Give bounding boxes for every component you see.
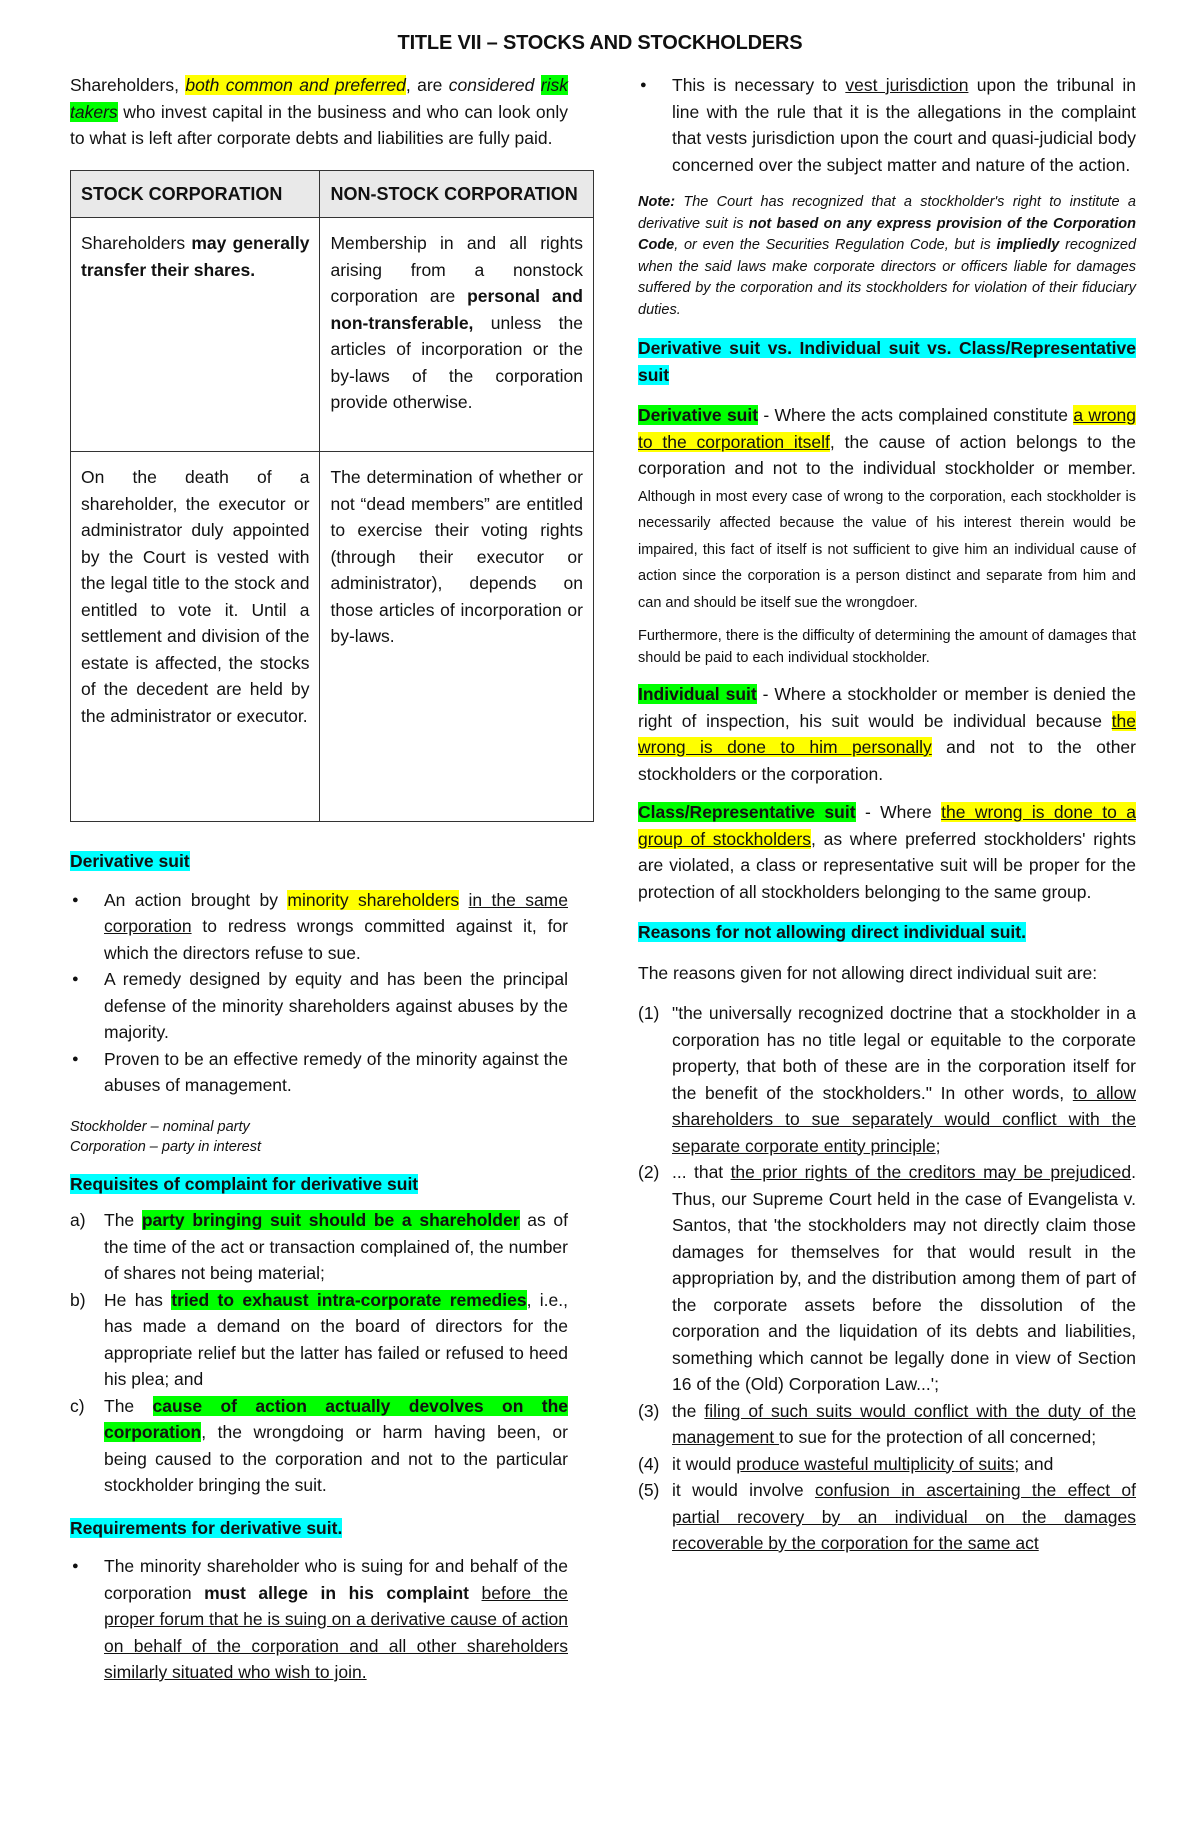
court-note bbox=[638, 192, 1136, 321]
underline-text: filing of such suits would conflict with the duty of the management bbox=[672, 1400, 1136, 1447]
cell-text: Shareholders bbox=[81, 233, 192, 253]
heading-text: Requirements for derivative suit. bbox=[70, 1517, 343, 1538]
note-bold: not based on any express provision of the Corporation Code bbox=[638, 215, 1136, 253]
reasons-list bbox=[638, 1000, 1136, 1557]
requisites-list bbox=[70, 1207, 568, 1499]
item-text: , i.e., has made a demand on the board of directors for the appropriate relief but the latter has failed or refused to heed his plea; and bbox=[104, 1289, 568, 1389]
highlight-minority-shareholders: minority shareholders bbox=[287, 889, 460, 910]
heading-text: Reasons for not allowing direct individual suit. bbox=[638, 922, 1026, 942]
list-item bbox=[638, 1159, 1136, 1398]
highlight-individual-suit: Individual suit bbox=[638, 684, 757, 704]
requirements-bullets bbox=[70, 1553, 568, 1686]
cell-text-bold: may generally transfer their shares. bbox=[81, 233, 310, 280]
highlight-class-suit: Class/Representative suit bbox=[638, 802, 856, 822]
requirements-heading bbox=[70, 1515, 568, 1542]
note-line: Corporation – party in interest bbox=[70, 1138, 262, 1155]
derivative-bullets bbox=[70, 887, 568, 1099]
underline-text: vest jurisdiction bbox=[845, 75, 969, 95]
note-label: Note: bbox=[638, 194, 676, 210]
intro-text: who invest capital in the business and who can look only to what is left after corporate debts and liabilities are fully paid. bbox=[70, 101, 568, 148]
item-text: ... that bbox=[672, 1162, 731, 1182]
item-text: The minority shareholder who is suing for and behalf of the corporation bbox=[104, 1556, 568, 1603]
list-item bbox=[70, 1207, 568, 1287]
item-text: ; bbox=[935, 1135, 941, 1156]
item-text: ; and bbox=[1014, 1453, 1054, 1474]
individual-suit-definition bbox=[638, 681, 1136, 787]
note-text: The Court has recognized that a stockholder's right to institute a derivative suit is bbox=[638, 194, 1136, 232]
highlight-exhaust-remedies: tried to exhaust intra-corporate remedies bbox=[171, 1289, 527, 1310]
item-text: it would bbox=[672, 1453, 737, 1474]
list-item bbox=[638, 1451, 1136, 1478]
list-marker: (4) bbox=[638, 1453, 660, 1474]
list-item bbox=[638, 1000, 1136, 1159]
heading-text: Derivative suit vs. Individual suit vs. Class/Representative suit bbox=[638, 338, 1136, 385]
derivative-suit-definition bbox=[638, 402, 1136, 614]
class-suit-definition bbox=[638, 799, 1136, 905]
suits-comparison-heading bbox=[638, 335, 1136, 388]
item-text: to redress wrongs committed against it, for which the directors refuse to sue. bbox=[104, 916, 568, 963]
comparison-table bbox=[70, 170, 594, 823]
list-item bbox=[70, 1553, 568, 1686]
item-text: This is necessary to bbox=[672, 75, 846, 95]
note-text: recognized when the said laws make corporate directors or officers liable for damages suffered by the corporation and its stockholders for violation of their fiduciary duties. bbox=[638, 237, 1137, 318]
item-text: The bbox=[104, 1210, 142, 1230]
small-text: Although in most every case of wrong to the corporation, each stockholder is necessarily affected because the value of his interest therein would be impaired, this fact of itself is not sufficient to give him an individual cause of action since the corporation is a person distinct and separate from him and can and should be itself sue the wrongdoer. bbox=[638, 488, 1136, 611]
item-text: An action brought by bbox=[104, 889, 288, 910]
highlight-wrong-to-corporation: a wrong to the corporation itself bbox=[638, 405, 1136, 452]
list-marker: b) bbox=[70, 1289, 86, 1310]
item-text: upon the tribunal in line with the rule that it is the allegations in the complaint that vests jurisdiction upon the court and quasi-judicial body concerned over the subject matter and nature of the action. bbox=[672, 75, 1136, 175]
table-cell: On the death of a shareholder, the executor or administrator duly appointed by the Court is vested with the legal title to the stock and entitled to vote it. Until a settlement and division of the estate is affected, the stocks of the decedent are held by the administrator or executor. bbox=[71, 452, 320, 822]
underline-text: the prior rights of the creditors may be prejudiced bbox=[730, 1162, 1132, 1182]
list-item bbox=[638, 1398, 1136, 1451]
highlight-wrong-personally: the wrong is done to him personally bbox=[638, 710, 1136, 757]
cell-text: unless the articles of incorporation or the by-laws of the corporation provide otherwise. bbox=[330, 312, 583, 412]
table-header-stock: STOCK CORPORATION bbox=[71, 170, 320, 218]
item-text: "the universally recognized doctrine that a stockholder in a corporation has no title legal or equitable to the corporate property, that both of these are in the corporation itself for the benefit of the stockholders." In other words, bbox=[672, 1003, 1136, 1103]
intro-paragraph bbox=[70, 72, 568, 152]
item-text bbox=[459, 890, 468, 910]
list-marker: (3) bbox=[638, 1400, 660, 1421]
highlight-wrong-to-group: the wrong is done to a group of stockholders bbox=[638, 802, 1136, 849]
reasons-intro: The reasons given for not allowing direct individual suit are: bbox=[638, 962, 1098, 983]
list-item bbox=[70, 1393, 568, 1499]
note-bold: impliedly bbox=[996, 237, 1060, 253]
list-item: ● Proven to be an effective remedy of the minority against the abuses of management. bbox=[70, 1046, 568, 1099]
list-item bbox=[638, 1477, 1136, 1557]
page-title: TITLE VII – STOCKS AND STOCKHOLDERS bbox=[397, 32, 803, 54]
jurisdiction-bullet bbox=[638, 72, 1136, 178]
body-text: and not to the other stockholders or the corporation. bbox=[638, 737, 1136, 784]
list-marker: c) bbox=[70, 1395, 85, 1416]
body-text: - Where bbox=[855, 802, 942, 822]
highlight-cause-of-action: cause of action actually devolves on the corporation bbox=[104, 1395, 568, 1442]
intro-text: Shareholders, bbox=[70, 75, 186, 95]
derivative-suit-heading bbox=[70, 848, 568, 875]
note-text: , or even the Securities Regulation Code, but is bbox=[674, 237, 997, 253]
list-marker: (1) bbox=[638, 1003, 660, 1023]
body-text: - Where a stockholder or member is denied the right of inspection, his suit would be individual because bbox=[638, 684, 1136, 731]
highlight-derivative-suit: Derivative suit bbox=[638, 405, 759, 425]
item-text: the bbox=[672, 1400, 705, 1421]
body-text: , the cause of action belongs to the corporation and not to the individual stockholder or member. bbox=[638, 431, 1136, 478]
list-marker: (5) bbox=[638, 1480, 660, 1500]
list-marker: (2) bbox=[638, 1162, 660, 1182]
item-text: The bbox=[104, 1395, 153, 1416]
furthermore-paragraph: Furthermore, there is the difficulty of determining the amount of damages that should be paid to each individual stockholder. bbox=[638, 628, 1136, 666]
item-text: . Thus, our Supreme Court held in the case of Evangelista v. Santos, that 'the stockholders may not directly claim those damages for themselves for that would result in the appropriation by, and the distribution among them of part of the corporate assets before the dissolution of the corporation and the liquidation of its debts and liabilities, something which cannot be legally done in view of Section 16 of the (Old) Corporation Law...'; bbox=[672, 1162, 1137, 1394]
item-text: , the wrongdoing or harm having been, or being caused to the corporation and not to the particular stockholder bringing the suit. bbox=[104, 1422, 568, 1495]
party-note bbox=[70, 1117, 568, 1157]
right-column bbox=[638, 72, 1136, 1557]
cell-text-bold: personal and non-transferable, bbox=[330, 286, 583, 333]
intro-text: , are bbox=[405, 75, 449, 95]
item-text bbox=[469, 1583, 482, 1603]
highlight-risk-takers: risk takers bbox=[70, 75, 568, 122]
note-line: Stockholder – nominal party bbox=[70, 1118, 250, 1135]
bold-text: must allege in his complaint bbox=[204, 1582, 470, 1603]
item-text: He has bbox=[104, 1289, 172, 1310]
list-marker: a) bbox=[70, 1210, 86, 1230]
table-cell bbox=[71, 218, 320, 452]
list-item bbox=[638, 72, 1136, 178]
highlight-common-preferred: both common and preferred bbox=[185, 75, 406, 95]
table-cell: The determination of whether or not “dead members” are entitled to exercise their voting rights (through their executor or administrator), depends on those articles of incorporation or by-laws. bbox=[320, 452, 594, 822]
cell-text: Membership in and all rights arising from a nonstock corporation are bbox=[330, 233, 583, 306]
underline-text: in the same corporation bbox=[104, 889, 568, 936]
body-text: - Where the acts complained constitute bbox=[758, 405, 1074, 425]
table-cell bbox=[320, 218, 594, 452]
intro-text: considered bbox=[448, 75, 541, 95]
list-item: ● A remedy designed by equity and has been the principal defense of the minority shareholders against abuses by the majority. bbox=[70, 966, 568, 1046]
underline-text: produce wasteful multiplicity of suits bbox=[736, 1453, 1015, 1474]
list-item bbox=[70, 1287, 568, 1393]
highlight-shareholder: party bringing suit should be a shareholder bbox=[141, 1210, 520, 1230]
heading-text: Requisites of complaint for derivative suit bbox=[70, 1173, 419, 1194]
item-text: it would involve bbox=[672, 1480, 815, 1500]
item-text: to sue for the protection of all concerned; bbox=[779, 1427, 1097, 1447]
requisites-heading bbox=[70, 1171, 568, 1198]
underline-text: confusion in ascertaining the effect of partial recovery by an individual on the damages recoverable by the corporation for the same act bbox=[672, 1480, 1136, 1553]
underline-text: before the proper forum that he is suing on a derivative cause of action on behalf of the corporation and all other shareholders similarly situated who wish to join. bbox=[104, 1582, 569, 1682]
body-text: , as where preferred stockholders' rights are violated, a class or representative suit will be proper for the protection of all stockholders belonging to the same group. bbox=[638, 828, 1136, 902]
heading-text: Derivative suit bbox=[70, 851, 190, 871]
reasons-heading bbox=[638, 919, 1136, 946]
item-text: as of the time of the act or transaction complained of, the number of shares not being material; bbox=[104, 1210, 568, 1283]
underline-text: to allow shareholders to sue separately would conflict with the separate corporate entity principle bbox=[672, 1082, 1136, 1156]
table-header-nonstock: NON-STOCK CORPORATION bbox=[320, 170, 594, 218]
list-item bbox=[70, 887, 568, 967]
left-column bbox=[70, 72, 583, 1686]
